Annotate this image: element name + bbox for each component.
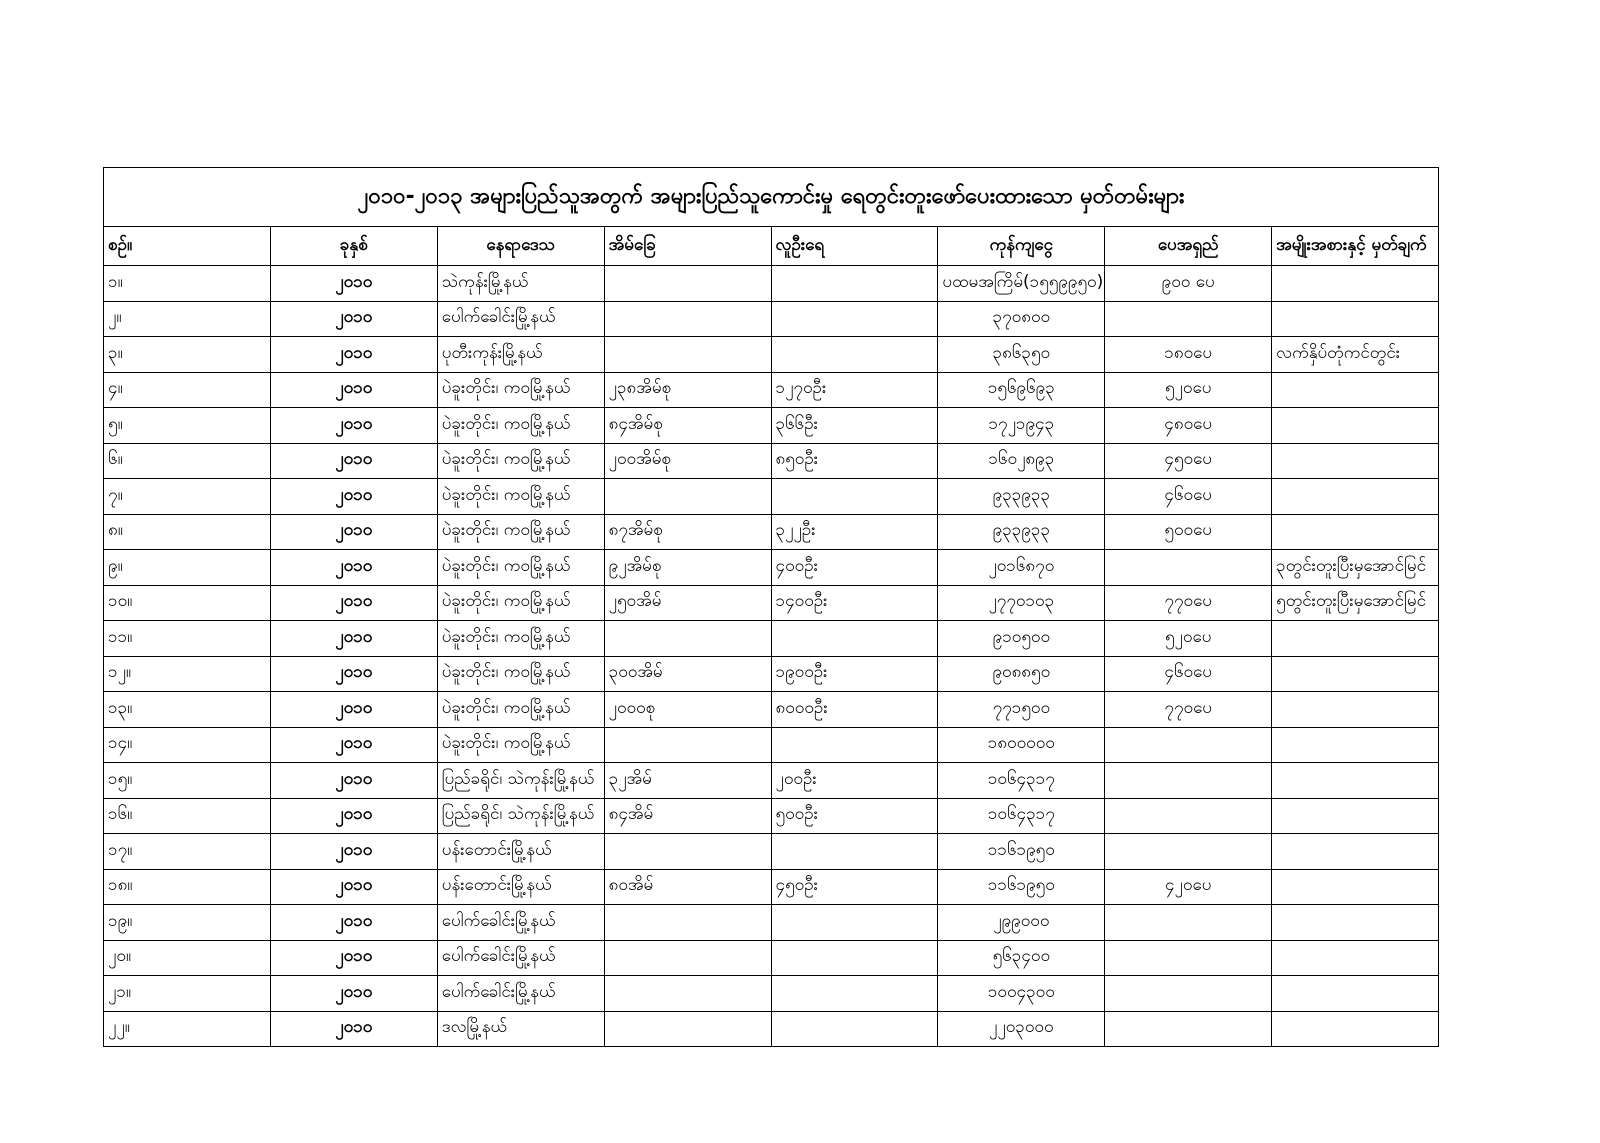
cell-place: ပဲခူးတိုင်း၊ ကဝမြို့နယ် xyxy=(437,550,604,586)
cell-no: ၇။ xyxy=(104,479,271,515)
header-place: နေရာဒေသ xyxy=(437,227,604,266)
cell-note xyxy=(1272,940,1439,976)
cell-length: ၄၂၀ပေ xyxy=(1105,869,1272,905)
cell-no: ၂၁။ xyxy=(104,976,271,1012)
table-row xyxy=(104,337,1439,373)
cell-no: ၈။ xyxy=(104,514,271,550)
cell-year: ၂၀၁၀ xyxy=(270,408,437,444)
table-row xyxy=(104,656,1439,692)
cell-amount: ၂၀၁၆၈၇၀ xyxy=(938,550,1105,586)
cell-people xyxy=(771,940,938,976)
cell-length: ၄၅၀ပေ xyxy=(1105,443,1272,479)
cell-amount: ၁၀၀၄၃၀၀ xyxy=(938,976,1105,1012)
cell-people: ၄၀၀ဦး xyxy=(771,550,938,586)
cell-year: ၂၀၁၀ xyxy=(270,834,437,870)
cell-place: ပေါက်ခေါင်းမြို့နယ် xyxy=(437,905,604,941)
cell-note xyxy=(1272,479,1439,515)
cell-people xyxy=(771,301,938,337)
cell-amount: ၁၀၆၄၃၁၇ xyxy=(938,798,1105,834)
cell-people xyxy=(771,727,938,763)
cell-house: ၂၃၈အိမ်စု xyxy=(604,372,771,408)
cell-amount: ၉၀၈၈၅၀ xyxy=(938,656,1105,692)
header-year: ခုနှစ် xyxy=(270,227,437,266)
cell-note xyxy=(1272,408,1439,444)
cell-people xyxy=(771,976,938,1012)
table-row xyxy=(104,372,1439,408)
cell-place: ပေါက်ခေါင်းမြို့နယ် xyxy=(437,976,604,1012)
cell-place: ပေါက်ခေါင်းမြို့နယ် xyxy=(437,940,604,976)
cell-amount: ၁၀၆၄၃၁၇ xyxy=(938,763,1105,799)
cell-people xyxy=(771,266,938,302)
cell-length: ၅၂၀ပေ xyxy=(1105,621,1272,657)
cell-amount: ၁၁၆၁၉၅၀ xyxy=(938,834,1105,870)
cell-length xyxy=(1105,976,1272,1012)
cell-length: ၅၀၀ပေ xyxy=(1105,514,1272,550)
cell-people xyxy=(771,905,938,941)
cell-people: ၄၅၀ဦး xyxy=(771,869,938,905)
cell-place: ပဲခူးတိုင်း၊ ကဝမြို့နယ် xyxy=(437,585,604,621)
header-row xyxy=(104,227,1439,266)
cell-place: ပဲခူးတိုင်း၊ ကဝမြို့နယ် xyxy=(437,408,604,444)
table-row xyxy=(104,763,1439,799)
cell-place: ပဲခူးတိုင်း၊ ကဝမြို့နယ် xyxy=(437,443,604,479)
cell-year: ၂၀၁၀ xyxy=(270,443,437,479)
cell-place: ပဲခူးတိုင်း၊ ကဝမြို့နယ် xyxy=(437,514,604,550)
header-people: လူဦးရေ xyxy=(771,227,938,266)
cell-year: ၂၀၁၀ xyxy=(270,337,437,373)
cell-note xyxy=(1272,266,1439,302)
cell-place: ဒလမြို့နယ် xyxy=(437,1011,604,1047)
cell-house: ၂၅၀အိမ် xyxy=(604,585,771,621)
cell-amount: ၁၇၂၁၉၄၃ xyxy=(938,408,1105,444)
cell-year: ၂၀၁၀ xyxy=(270,656,437,692)
cell-length xyxy=(1105,1011,1272,1047)
cell-house xyxy=(604,727,771,763)
cell-house xyxy=(604,337,771,373)
cell-place: ပန်းတောင်းမြို့နယ် xyxy=(437,869,604,905)
cell-no: ၄။ xyxy=(104,372,271,408)
cell-no: ၃။ xyxy=(104,337,271,373)
cell-year: ၂၀၁၀ xyxy=(270,266,437,302)
cell-note xyxy=(1272,621,1439,657)
cell-no: ၁၅။ xyxy=(104,763,271,799)
cell-house xyxy=(604,621,771,657)
cell-no: ၁၃။ xyxy=(104,692,271,728)
cell-no: ၁၁။ xyxy=(104,621,271,657)
cell-no: ၅။ xyxy=(104,408,271,444)
cell-place: ပဲခူးတိုင်း၊ ကဝမြို့နယ် xyxy=(437,656,604,692)
cell-note xyxy=(1272,372,1439,408)
cell-house: ၈၄အိမ် xyxy=(604,798,771,834)
cell-place: ပဲခူးတိုင်း၊ ကဝမြို့နယ် xyxy=(437,372,604,408)
cell-amount: ၁၅၆၉၆၉၃ xyxy=(938,372,1105,408)
cell-length: ၄၆၀ပေ xyxy=(1105,656,1272,692)
cell-length xyxy=(1105,727,1272,763)
cell-place: ပြည်ခရိုင်၊ သဲကုန်းမြို့နယ် xyxy=(437,763,604,799)
cell-people: ၁၉၀၀ဦး xyxy=(771,656,938,692)
cell-no: ၂။ xyxy=(104,301,271,337)
cell-length: ၅၂၀ပေ xyxy=(1105,372,1272,408)
cell-house xyxy=(604,266,771,302)
cell-no: ၁။ xyxy=(104,266,271,302)
table-row xyxy=(104,621,1439,657)
cell-year: ၂၀၁၀ xyxy=(270,372,437,408)
cell-note xyxy=(1272,763,1439,799)
cell-house: ၈၇အိမ်စု xyxy=(604,514,771,550)
cell-note xyxy=(1272,301,1439,337)
table-row xyxy=(104,408,1439,444)
cell-people: ၃၂၂ဦး xyxy=(771,514,938,550)
cell-year: ၂၀၁၀ xyxy=(270,585,437,621)
cell-length xyxy=(1105,763,1272,799)
table-row xyxy=(104,798,1439,834)
cell-amount: ၉၃၃၉၃၃ xyxy=(938,514,1105,550)
cell-people: ၁၄၀၀ဦး xyxy=(771,585,938,621)
header-no: စဉ်။ xyxy=(104,227,271,266)
cell-house xyxy=(604,479,771,515)
cell-year: ၂၀၁၀ xyxy=(270,976,437,1012)
records-table xyxy=(103,167,1439,1047)
header-amount: ကုန်ကျငွေ xyxy=(938,227,1105,266)
cell-no: ၁၀။ xyxy=(104,585,271,621)
cell-no: ၂၂။ xyxy=(104,1011,271,1047)
cell-house: ၂၀၀၀စု xyxy=(604,692,771,728)
cell-place: ပဲခူးတိုင်း၊ ကဝမြို့နယ် xyxy=(437,727,604,763)
cell-no: ၆။ xyxy=(104,443,271,479)
cell-no: ၁၆။ xyxy=(104,798,271,834)
cell-year: ၂၀၁၀ xyxy=(270,479,437,515)
cell-no: ၁၈။ xyxy=(104,869,271,905)
cell-people xyxy=(771,337,938,373)
cell-amount: ၁၆၀၂၈၉၃ xyxy=(938,443,1105,479)
cell-note xyxy=(1272,798,1439,834)
cell-length xyxy=(1105,905,1272,941)
cell-amount: ပထမအကြိမ်(၁၅၅၉၉၅၀) xyxy=(938,266,1105,302)
cell-year: ၂၀၁၀ xyxy=(270,869,437,905)
table-row xyxy=(104,479,1439,515)
cell-house: ၂၀၀အိမ်စု xyxy=(604,443,771,479)
table-row xyxy=(104,301,1439,337)
cell-place: ပြည်ခရိုင်၊ သဲကုန်းမြို့နယ် xyxy=(437,798,604,834)
cell-people xyxy=(771,834,938,870)
cell-house xyxy=(604,976,771,1012)
cell-house: ၃၂အိမ် xyxy=(604,763,771,799)
cell-place: ပဲခူးတိုင်း၊ ကဝမြို့နယ် xyxy=(437,692,604,728)
table-row xyxy=(104,976,1439,1012)
table-row xyxy=(104,727,1439,763)
cell-year: ၂၀၁၀ xyxy=(270,692,437,728)
table-row xyxy=(104,869,1439,905)
cell-note xyxy=(1272,1011,1439,1047)
cell-length: ၁၈၀ပေ xyxy=(1105,337,1272,373)
cell-year: ၂၀၁၀ xyxy=(270,727,437,763)
cell-length xyxy=(1105,940,1272,976)
cell-note xyxy=(1272,976,1439,1012)
cell-house xyxy=(604,834,771,870)
cell-place: ပန်းတောင်းမြို့နယ် xyxy=(437,834,604,870)
cell-year: ၂၀၁၀ xyxy=(270,301,437,337)
cell-note: လက်နှိပ်တုံကင်တွင်း xyxy=(1272,337,1439,373)
records-sheet xyxy=(103,167,1439,1047)
cell-note xyxy=(1272,869,1439,905)
cell-place: သဲကုန်းမြို့နယ် xyxy=(437,266,604,302)
cell-year: ၂၀၁၀ xyxy=(270,514,437,550)
cell-note xyxy=(1272,443,1439,479)
cell-note xyxy=(1272,727,1439,763)
cell-length xyxy=(1105,798,1272,834)
cell-note xyxy=(1272,905,1439,941)
cell-people xyxy=(771,479,938,515)
cell-note xyxy=(1272,656,1439,692)
header-note: အမျိုးအစားနှင့် မှတ်ချက် xyxy=(1272,227,1439,266)
cell-no: ၁၄။ xyxy=(104,727,271,763)
cell-people: ၁၂၇၀ဦး xyxy=(771,372,938,408)
cell-house: ၃၀၀အိမ် xyxy=(604,656,771,692)
cell-note xyxy=(1272,514,1439,550)
cell-no: ၁၂။ xyxy=(104,656,271,692)
cell-note xyxy=(1272,834,1439,870)
table-row xyxy=(104,1011,1439,1047)
cell-house: ၈၄အိမ်စု xyxy=(604,408,771,444)
cell-no: ၉။ xyxy=(104,550,271,586)
header-house: အိမ်ခြေ xyxy=(604,227,771,266)
header-length: ပေအရှည် xyxy=(1105,227,1272,266)
cell-note xyxy=(1272,692,1439,728)
cell-house: ၉၂အိမ်စု xyxy=(604,550,771,586)
cell-length: ၄၈၀ပေ xyxy=(1105,408,1272,444)
cell-year: ၂၀၁၀ xyxy=(270,763,437,799)
table-row xyxy=(104,443,1439,479)
cell-amount: ၂၉၉၀၀၀ xyxy=(938,905,1105,941)
cell-people: ၃၆၆ဦး xyxy=(771,408,938,444)
cell-length: ၇၇၀ပေ xyxy=(1105,585,1272,621)
cell-length: ၉၀၀ ပေ xyxy=(1105,266,1272,302)
cell-people: ၈၅၀ဦး xyxy=(771,443,938,479)
cell-people xyxy=(771,621,938,657)
cell-amount: ၃၈၆၃၅၀ xyxy=(938,337,1105,373)
cell-length: ၇၇၀ပေ xyxy=(1105,692,1272,728)
cell-length xyxy=(1105,834,1272,870)
cell-amount: ၂၇၇၀၁၀၃ xyxy=(938,585,1105,621)
cell-no: ၁၇။ xyxy=(104,834,271,870)
cell-place: ပဲခူးတိုင်း၊ ကဝမြို့နယ် xyxy=(437,621,604,657)
cell-people xyxy=(771,1011,938,1047)
table-row xyxy=(104,905,1439,941)
cell-year: ၂၀၁၀ xyxy=(270,1011,437,1047)
cell-amount: ၂၂၀၃၀၀၀ xyxy=(938,1011,1105,1047)
cell-house: ၈၀အိမ် xyxy=(604,869,771,905)
cell-amount: ၁၁၆၁၉၅၀ xyxy=(938,869,1105,905)
cell-length: ၄၆၀ပေ xyxy=(1105,479,1272,515)
table-row xyxy=(104,692,1439,728)
cell-year: ၂၀၁၀ xyxy=(270,798,437,834)
cell-people: ၂၀၀ဦး xyxy=(771,763,938,799)
cell-house xyxy=(604,301,771,337)
cell-year: ၂၀၁၀ xyxy=(270,940,437,976)
cell-house xyxy=(604,905,771,941)
table-row xyxy=(104,550,1439,586)
cell-amount: ၁၈၀၀၀၀၀ xyxy=(938,727,1105,763)
cell-amount: ၅၆၃၄၀၀ xyxy=(938,940,1105,976)
cell-no: ၂၀။ xyxy=(104,940,271,976)
cell-place: ပဲခူးတိုင်း၊ ကဝမြို့နယ် xyxy=(437,479,604,515)
cell-amount: ၉၁၀၅၀၀ xyxy=(938,621,1105,657)
cell-year: ၂၀၁၀ xyxy=(270,621,437,657)
cell-house xyxy=(604,940,771,976)
title-row xyxy=(104,168,1439,227)
cell-no: ၁၉။ xyxy=(104,905,271,941)
cell-amount: ၃၇၀၈၀၀ xyxy=(938,301,1105,337)
cell-amount: ၇၇၁၅၀၀ xyxy=(938,692,1105,728)
table-row xyxy=(104,940,1439,976)
records-body xyxy=(104,266,1439,1047)
cell-place: ပေါက်ခေါင်းမြို့နယ် xyxy=(437,301,604,337)
table-row xyxy=(104,585,1439,621)
table-row xyxy=(104,266,1439,302)
cell-year: ၂၀၁၀ xyxy=(270,550,437,586)
cell-place: ပုတီးကုန်းမြို့နယ် xyxy=(437,337,604,373)
cell-house xyxy=(604,1011,771,1047)
cell-length xyxy=(1105,301,1272,337)
table-title: ၂၀၁၀-၂၀၁၃ အများပြည်သူအတွက် အများပြည်သူကောင်းမှု ရေတွင်းတူးဖော်ပေးထားသော မှတ်တမ်းများ xyxy=(104,168,1439,227)
cell-amount: ၉၃၃၉၃၃ xyxy=(938,479,1105,515)
cell-people: ၅၀၀ဦး xyxy=(771,798,938,834)
cell-year: ၂၀၁၀ xyxy=(270,905,437,941)
cell-note: ၃တွင်းတူးပြီးမှအောင်မြင် xyxy=(1272,550,1439,586)
cell-length xyxy=(1105,550,1272,586)
cell-note: ၅တွင်းတူးပြီးမှအောင်မြင် xyxy=(1272,585,1439,621)
table-row xyxy=(104,514,1439,550)
cell-people: ၈၀၀၀ဦး xyxy=(771,692,938,728)
table-row xyxy=(104,834,1439,870)
